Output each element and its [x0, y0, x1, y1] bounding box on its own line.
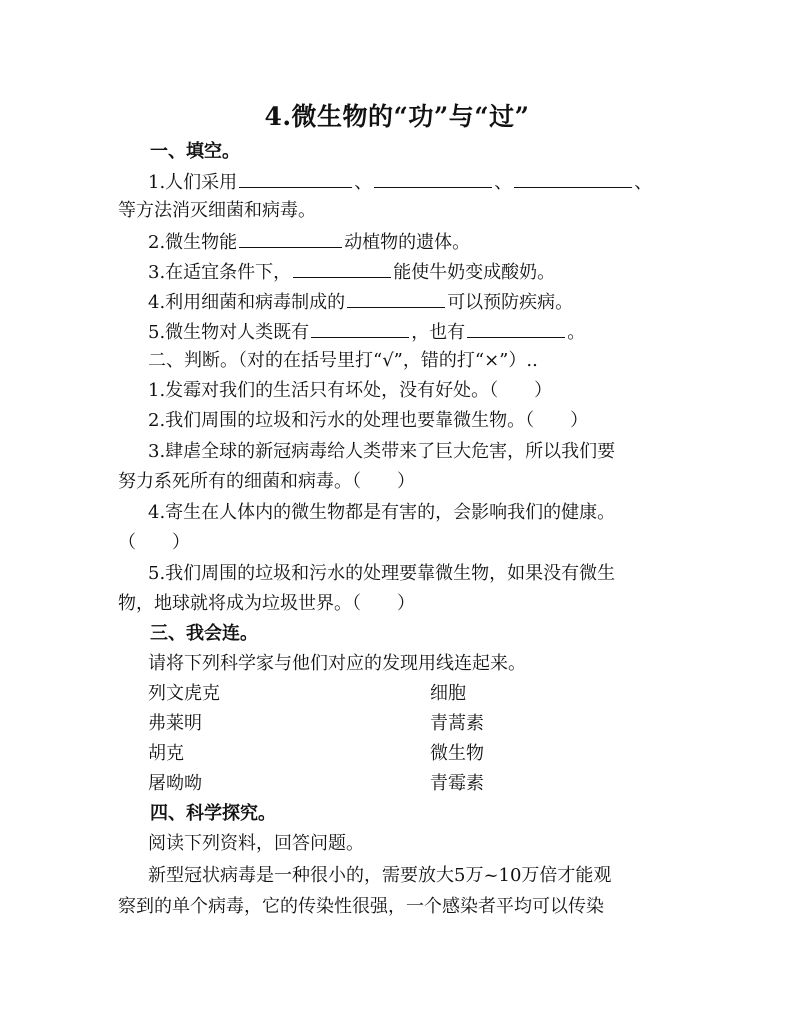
q5-text-end: 。: [567, 322, 586, 343]
answer-blank[interactable]: [347, 289, 445, 308]
scientist-item[interactable]: 胡克: [148, 743, 184, 764]
scientist-item[interactable]: 列文虎克: [148, 683, 220, 704]
answer-blank[interactable]: [293, 259, 391, 278]
judge-question-4: 4.寄生在人体内的微生物都是有害的，会影响我们的健康。: [148, 502, 616, 523]
fill-question-1-cont: 等方法消灭细菌和病毒。: [118, 200, 316, 221]
answer-blank[interactable]: [311, 319, 409, 338]
q5-text: 5.微生物对人类既有: [148, 322, 310, 343]
q2-text: 2.微生物能: [148, 232, 238, 253]
answer-blank[interactable]: [514, 169, 632, 188]
separator: 、: [634, 172, 653, 193]
match-instruction: 请将下列科学家与他们对应的发现用线连起来。: [148, 653, 526, 674]
q5-text-mid: ，也有: [411, 322, 466, 343]
discovery-item[interactable]: 微生物: [430, 743, 484, 764]
judge-question-3: 3.肆虐全球的新冠病毒给人类带来了巨大危害，所以我们要: [148, 441, 616, 462]
discovery-item[interactable]: 青霉素: [430, 773, 484, 794]
discovery-item[interactable]: 细胞: [430, 683, 466, 704]
fill-question-5: [148, 319, 585, 345]
judge-question-2: 2.我们周围的垃圾和污水的处理也要靠微生物。（ ）: [148, 410, 589, 431]
judge-question-4-cont: （ ）: [118, 532, 190, 553]
q3-text: 3.在适宜条件下，: [148, 262, 292, 283]
reading-paragraph-line-1: 新型冠状病毒是一种很小的，需要放大5万~10万倍才能观: [148, 865, 612, 886]
q2-text-end: 动植物的遗体。: [344, 232, 471, 253]
q3-text-end: 能使牛奶变成酸奶。: [393, 262, 556, 283]
section4-heading: 四、科学探究。: [150, 803, 276, 824]
fill-question-2: [148, 229, 470, 255]
reading-paragraph-line-2: 察到的单个病毒，它的传染性很强，一个感染者平均可以传染: [118, 896, 604, 917]
answer-blank[interactable]: [239, 169, 352, 188]
fill-question-3: [148, 259, 555, 285]
section2-heading: 二、判断。（对的在括号里打“√”，错的打“×”）..: [148, 350, 538, 371]
judge-question-3-cont: 努力系死所有的细菌和病毒。（ ）: [118, 471, 415, 492]
section1-heading: 一、填空。: [150, 141, 240, 162]
page-title: 4.微生物的“功”与“过”: [264, 102, 530, 131]
answer-blank[interactable]: [374, 169, 492, 188]
answer-blank[interactable]: [467, 319, 565, 338]
answer-blank[interactable]: [239, 229, 342, 248]
q4-text: 4.利用细菌和病毒制成的: [148, 292, 346, 313]
reading-instruction: 阅读下列资料，回答问题。: [148, 833, 364, 854]
scientist-item[interactable]: 屠呦呦: [148, 773, 202, 794]
fill-question-1: [148, 169, 652, 195]
judge-question-1: 1.发霉对我们的生活只有坏处，没有好处。（ ）: [148, 380, 553, 401]
judge-question-5-cont: 物，地球就将成为垃圾世界。（ ）: [118, 593, 415, 614]
q1-text: 1.人们采用: [148, 172, 238, 193]
q4-text-end: 可以预防疾病。: [447, 292, 574, 313]
judge-question-5: 5.我们周围的垃圾和污水的处理要靠微生物，如果没有微生: [148, 563, 616, 584]
section3-heading: 三、我会连。: [150, 623, 258, 644]
discovery-item[interactable]: 青蒿素: [430, 713, 484, 734]
scientist-item[interactable]: 弗莱明: [148, 713, 202, 734]
separator: 、: [494, 172, 513, 193]
fill-question-4: [148, 289, 573, 315]
separator: 、: [354, 172, 373, 193]
